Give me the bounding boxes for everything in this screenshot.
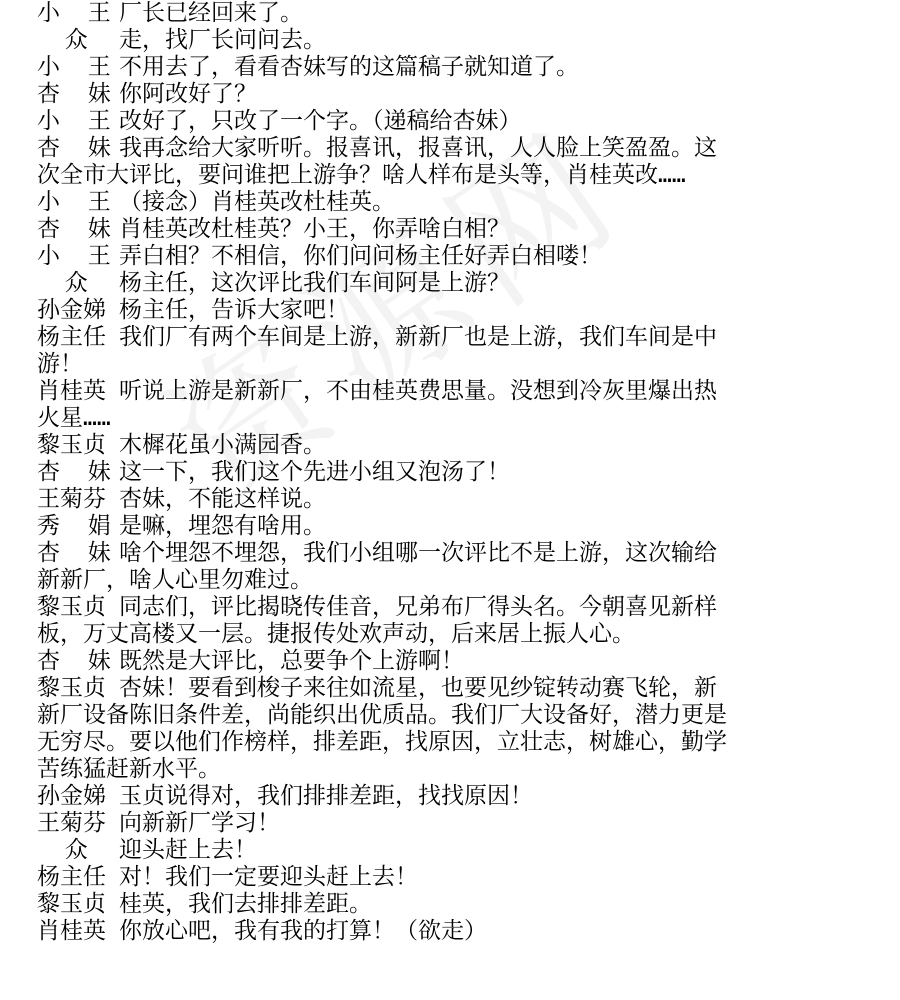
dialogue-text: 杨主任，这次评比我们车间阿是上游？ — [119, 270, 510, 296]
dialogue-text: 次全市大评比，要问谁把上游争？啥人样布是头等，肖桂英改…… — [37, 162, 686, 188]
dialogue-line — [0, 513, 900, 540]
dialogue-text: 对！我们一定要迎头赶上去！ — [119, 864, 418, 890]
speaker-name: 王菊芬 — [37, 810, 106, 836]
dialogue-text: 板，万丈高楼又一层。捷报传处欢声动，后来居上振人心。 — [37, 621, 635, 647]
speaker-name: 小 王 — [37, 108, 111, 134]
dialogue-line — [0, 27, 900, 54]
dialogue-text: 是嘛，埋怨有啥用。 — [119, 513, 326, 539]
dialogue-text: 同志们，评比揭晓传佳音，兄弟布厂得头名。今朝喜见新样 — [119, 594, 717, 620]
dialogue-line — [0, 243, 900, 270]
dialogue-line — [0, 189, 900, 216]
dialogue-continuation — [0, 621, 900, 648]
speaker-name: 杏 妹 — [37, 135, 111, 161]
dialogue-line — [0, 297, 900, 324]
dialogue-line — [0, 864, 900, 891]
speaker-name: 黎玉贞 — [37, 891, 106, 917]
dialogue-line — [0, 783, 900, 810]
dialogue-text: 苦练猛赶新水平。 — [37, 756, 221, 782]
speaker-name: 小 王 — [37, 189, 111, 215]
dialogue-line — [0, 648, 900, 675]
speaker-name: 杨主任 — [37, 864, 106, 890]
dialogue-text: 新新厂，啥人心里勿难过。 — [37, 567, 313, 593]
speaker-name: 众 — [37, 837, 88, 863]
dialogue-line — [0, 810, 900, 837]
dialogue-text: 新厂设备陈旧条件差，尚能织出优质品。我们厂大设备好，潜力更是 — [37, 702, 727, 728]
dialogue-continuation — [0, 405, 900, 432]
dialogue-text: 你阿改好了？ — [119, 81, 257, 107]
dialogue-line — [0, 675, 900, 702]
dialogue-continuation — [0, 702, 900, 729]
dialogue-line — [0, 594, 900, 621]
dialogue-line — [0, 0, 900, 27]
speaker-name: 肖桂英 — [37, 918, 106, 944]
dialogue-line — [0, 486, 900, 513]
dialogue-continuation — [0, 351, 900, 378]
speaker-name: 小 王 — [37, 243, 111, 269]
dialogue-line — [0, 918, 900, 945]
speaker-name: 众 — [37, 270, 88, 296]
speaker-name: 杏 妹 — [37, 216, 111, 242]
dialogue-line — [0, 135, 900, 162]
dialogue-text: 弄白相？不相信，你们问问杨主任好弄白相喽！ — [119, 243, 602, 269]
speaker-name: 杏 妹 — [37, 540, 111, 566]
speaker-name: 黎玉贞 — [37, 432, 106, 458]
dialogue-line — [0, 324, 900, 351]
dialogue-text: 肖桂英改杜桂英？小王，你弄啥白相？ — [119, 216, 510, 242]
dialogue-text: 走，找厂长问问去。 — [119, 27, 326, 53]
dialogue-text: 厂长已经回来了。 — [119, 0, 303, 26]
dialogue-line — [0, 216, 900, 243]
dialogue-text: 火星…… — [37, 405, 111, 431]
dialogue-text: 不用去了，看看杏妹写的这篇稿子就知道了。 — [119, 54, 579, 80]
dialogue-text: 游！ — [37, 351, 83, 377]
dialogue-text: 杨主任，告诉大家吧！ — [119, 297, 349, 323]
dialogue-text: 既然是大评比，总要争个上游啊！ — [119, 648, 464, 674]
dialogue-line — [0, 432, 900, 459]
dialogue-text: 啥个埋怨不埋怨，我们小组哪一次评比不是上游，这次输给 — [119, 540, 717, 566]
dialogue-text: 改好了，只改了一个字。（递稿给杏妹） — [119, 108, 522, 134]
speaker-name: 小 王 — [37, 0, 111, 26]
dialogue-text: 无穷尽。要以他们作榜样，排差距，找原因，立壮志，树雄心，勤学 — [37, 729, 727, 755]
dialogue-text: 你放心吧，我有我的打算！（欲走） — [119, 918, 487, 944]
speaker-name: 杏 妹 — [37, 459, 111, 485]
dialogue-continuation — [0, 162, 900, 189]
speaker-name: 孙金娣 — [37, 783, 106, 809]
dialogue-line — [0, 459, 900, 486]
dialogue-text: 向新新厂学习！ — [119, 810, 280, 836]
dialogue-text: 杏妹，不能这样说。 — [119, 486, 326, 512]
dialogue-text: 听说上游是新新厂，不由桂英费思量。没想到冷灰里爆出热 — [119, 378, 717, 404]
dialogue-text: 我们厂有两个车间是上游，新新厂也是上游，我们车间是中 — [119, 324, 717, 350]
dialogue-text: 杏妹！要看到梭子来往如流星，也要见纱锭转动赛飞轮，新 — [119, 675, 717, 701]
speaker-name: 肖桂英 — [37, 378, 106, 404]
dialogue-text: 我再念给大家听听。报喜讯，报喜讯，人人脸上笑盈盈。这 — [119, 135, 717, 161]
dialogue-continuation — [0, 729, 900, 756]
speaker-name: 小 王 — [37, 54, 111, 80]
speaker-name: 黎玉贞 — [37, 675, 106, 701]
dialogue-line — [0, 54, 900, 81]
dialogue-text: 玉贞说得对，我们排排差距，找找原因！ — [119, 783, 533, 809]
speaker-name: 孙金娣 — [37, 297, 106, 323]
dialogue-text: 桂英，我们去排排差距。 — [119, 891, 372, 917]
dialogue-line — [0, 891, 900, 918]
dialogue-continuation — [0, 756, 900, 783]
dialogue-continuation — [0, 567, 900, 594]
dialogue-line — [0, 540, 900, 567]
speaker-name: 众 — [37, 27, 88, 53]
speaker-name: 杏 妹 — [37, 648, 111, 674]
dialogue-text: 木樨花虽小满园香。 — [119, 432, 326, 458]
dialogue-line — [0, 108, 900, 135]
dialogue-text: （接念）肖桂英改杜桂英。 — [119, 189, 395, 215]
dialogue-line — [0, 270, 900, 297]
speaker-name: 杏 妹 — [37, 81, 111, 107]
speaker-name: 王菊芬 — [37, 486, 106, 512]
dialogue-text: 迎头赶上去！ — [119, 837, 257, 863]
dialogue-line — [0, 837, 900, 864]
dialogue-line — [0, 81, 900, 108]
dialogue-line — [0, 378, 900, 405]
dialogue-text: 这一下，我们这个先进小组又泡汤了！ — [119, 459, 510, 485]
speaker-name: 黎玉贞 — [37, 594, 106, 620]
speaker-name: 秀 娟 — [37, 513, 111, 539]
speaker-name: 杨主任 — [37, 324, 106, 350]
